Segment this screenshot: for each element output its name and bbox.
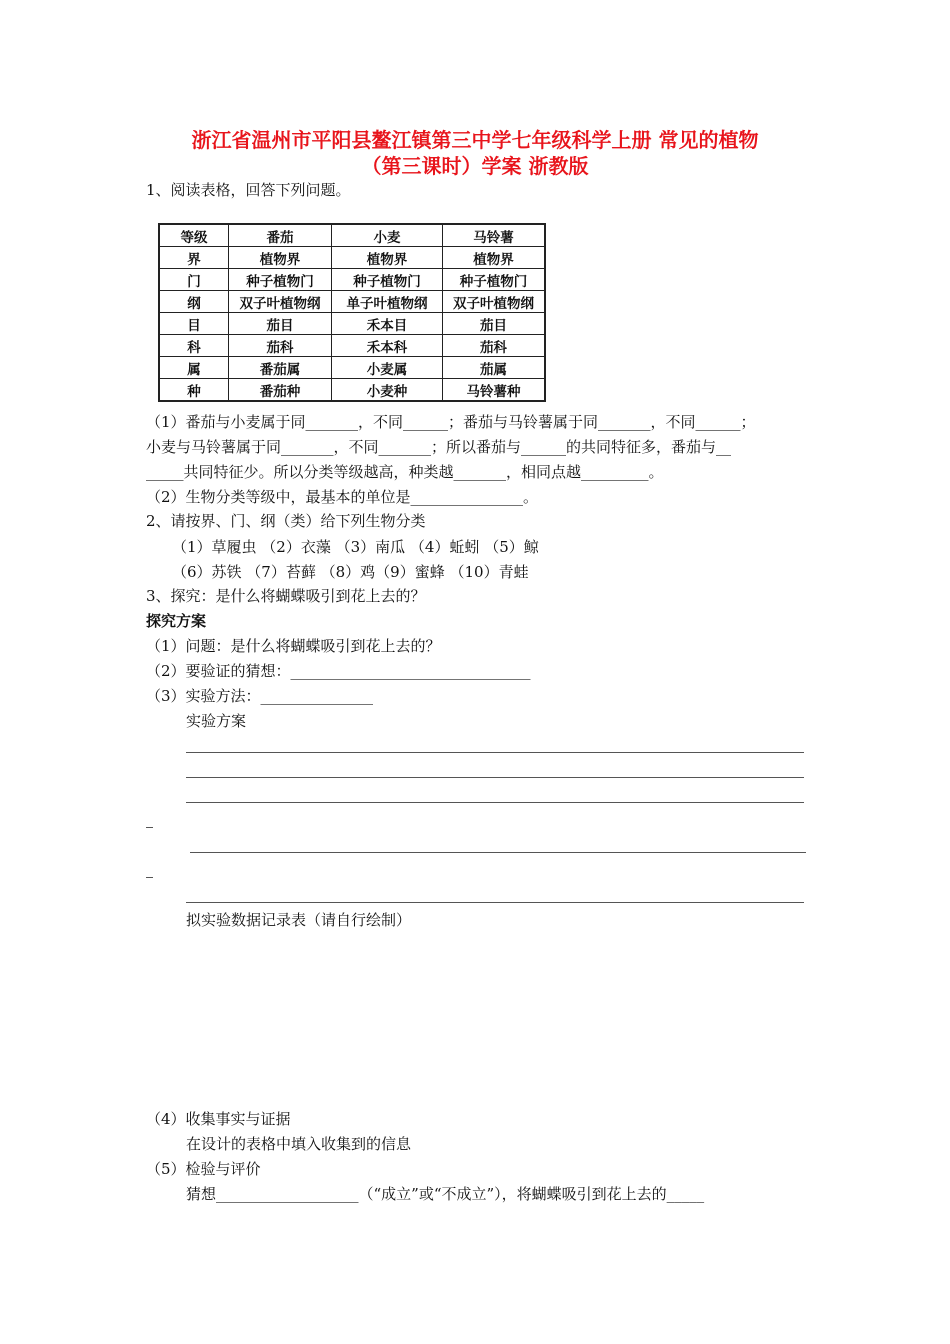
answer-line: [186, 802, 804, 803]
line-continuation-mark: [146, 827, 153, 828]
table-row: [159, 379, 545, 402]
table-header-cell: 马铃薯: [443, 224, 546, 247]
title-line-1: 浙江省温州市平阳县鳌江镇第三中学七年级科学上册 常见的植物: [191, 128, 759, 152]
question-1-prompt: 1、阅读表格，回答下列问题。: [146, 181, 351, 199]
table-cell: 植物界: [229, 247, 332, 269]
table-cell: 茄目: [443, 313, 546, 335]
title-line-2: （第三课时）学案 浙教版: [361, 154, 589, 178]
table-cell: 种: [159, 379, 229, 402]
table-row: [159, 247, 545, 269]
table-header-cell: 小麦: [332, 224, 443, 247]
table-cell: 双子叶植物纲: [443, 291, 546, 313]
table-cell: 茄科: [443, 335, 546, 357]
q2-organism-list-1: （1）草履虫 （2）衣藻 （3）南瓜 （4）蚯蚓 （5）鲸: [172, 538, 539, 556]
table-cell: 小麦种: [332, 379, 443, 402]
data-table-label: 拟实验数据记录表（请自行绘制）: [186, 911, 412, 929]
line-continuation-mark: [146, 877, 153, 878]
table-cell: 门: [159, 269, 229, 291]
table-cell: 植物界: [443, 247, 546, 269]
table-cell: 番茄种: [229, 379, 332, 402]
table-row: [159, 335, 545, 357]
answer-line: [186, 777, 804, 778]
table-header-cell: 番茄: [229, 224, 332, 247]
table-row: [159, 269, 545, 291]
table-cell: 茄属: [443, 357, 546, 379]
answer-line: [186, 902, 804, 903]
table-cell: 小麦属: [332, 357, 443, 379]
table-cell: 单子叶植物纲: [332, 291, 443, 313]
table-cell: 双子叶植物纲: [229, 291, 332, 313]
q3-step-4-detail: 在设计的表格中填入收集到的信息: [186, 1135, 412, 1153]
q1-sub1-line3: _____共同特征少。所以分类等级越高，种类越_______，相同点越_________。: [146, 463, 664, 481]
table-cell: 马铃薯种: [443, 379, 546, 402]
table-header-cell: 等级: [159, 224, 229, 247]
table-cell: 种子植物门: [229, 269, 332, 291]
table-row: [159, 291, 545, 313]
question-3-prompt: 3、探究：是什么将蝴蝶吸引到花上去的？: [146, 587, 426, 605]
q3-step-5-detail: 猜想___________________（“成立”或“不成立”），将蝴蝶吸引到花上去的_____: [186, 1185, 705, 1203]
table-row: [159, 357, 545, 379]
table-header-row: [159, 224, 545, 247]
q3-step-5: （5）检验与评价: [146, 1160, 261, 1178]
table-cell: 番茄属: [229, 357, 332, 379]
table-row: [159, 313, 545, 335]
table-cell: 界: [159, 247, 229, 269]
table-cell: 植物界: [332, 247, 443, 269]
table-cell: 禾本科: [332, 335, 443, 357]
q1-sub2: （2）生物分类等级中，最基本的单位是_______________。: [146, 488, 539, 506]
table-cell: 纲: [159, 291, 229, 313]
q2-organism-list-2: （6）苏铁 （7）苔藓 （8）鸡（9）蜜蜂 （10）青蛙: [172, 563, 529, 581]
q3-step-1: （1）问题：是什么将蝴蝶吸引到花上去的？: [146, 637, 441, 655]
table-cell: 禾本目: [332, 313, 443, 335]
q1-sub1-line2: 小麦与马铃薯属于同_______，不同_______；所以番茄与______的共同特征多，番茄与__: [146, 438, 732, 456]
table-cell: 种子植物门: [443, 269, 546, 291]
q3-step-2: （2）要验证的猜想：________________________________: [146, 662, 531, 680]
q3-step-3: （3）实验方法：_______________: [146, 687, 374, 705]
table-cell: 属: [159, 357, 229, 379]
q1-sub1-line1: （1）番茄与小麦属于同_______，不同______；番茄与马铃薯属于同_______，不同______；: [146, 413, 756, 431]
experiment-plan-label: 实验方案: [186, 712, 247, 730]
classification-table: [158, 223, 546, 402]
inquiry-plan-heading: 探究方案: [146, 612, 207, 630]
answer-line: [190, 852, 806, 853]
answer-line: [186, 752, 804, 753]
table-cell: 目: [159, 313, 229, 335]
question-2-prompt: 2、请按界、门、纲（类）给下列生物分类: [146, 512, 426, 530]
q3-step-4: （4）收集事实与证据: [146, 1110, 291, 1128]
table-cell: 茄目: [229, 313, 332, 335]
table-cell: 茄科: [229, 335, 332, 357]
table-cell: 科: [159, 335, 229, 357]
table-cell: 种子植物门: [332, 269, 443, 291]
